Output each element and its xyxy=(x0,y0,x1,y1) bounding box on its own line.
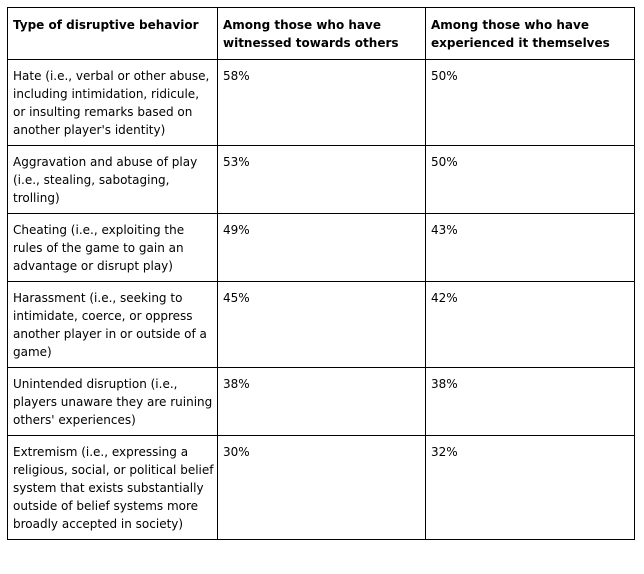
experienced-cell: 38% xyxy=(426,368,635,436)
experienced-cell: 42% xyxy=(426,282,635,368)
witnessed-cell: 49% xyxy=(218,214,426,282)
experienced-cell: 50% xyxy=(426,146,635,214)
behavior-cell: Hate (i.e., verbal or other abuse, including intimidation, ridicule, or insulting remarks based on another player's identity) xyxy=(8,60,218,146)
header-witnessed: Among those who have witnessed towards others xyxy=(218,8,426,60)
witnessed-cell: 30% xyxy=(218,436,426,540)
behavior-cell: Extremism (i.e., expressing a religious, social, or political belief system that exists substantially outside of belief systems more broadly accepted in society) xyxy=(8,436,218,540)
witnessed-cell: 38% xyxy=(218,368,426,436)
header-behavior-type: Type of disruptive behavior xyxy=(8,8,218,60)
header-row xyxy=(8,8,635,60)
behavior-cell: Harassment (i.e., seeking to intimidate, coerce, or oppress another player in or outside of a game) xyxy=(8,282,218,368)
experienced-cell: 32% xyxy=(426,436,635,540)
experienced-cell: 50% xyxy=(426,60,635,146)
table-row xyxy=(8,146,635,214)
header-experienced: Among those who have experienced it themselves xyxy=(426,8,635,60)
witnessed-cell: 45% xyxy=(218,282,426,368)
table-header xyxy=(8,8,635,60)
table-row xyxy=(8,282,635,368)
experienced-cell: 43% xyxy=(426,214,635,282)
table-row xyxy=(8,214,635,282)
table-body xyxy=(8,60,635,540)
witnessed-cell: 58% xyxy=(218,60,426,146)
table-row xyxy=(8,60,635,146)
disruptive-behavior-table xyxy=(7,7,635,540)
table-row xyxy=(8,436,635,540)
witnessed-cell: 53% xyxy=(218,146,426,214)
table-row xyxy=(8,368,635,436)
disruptive-behavior-table-container xyxy=(7,7,635,540)
behavior-cell: Unintended disruption (i.e., players unaware they are ruining others' experiences) xyxy=(8,368,218,436)
behavior-cell: Cheating (i.e., exploiting the rules of the game to gain an advantage or disrupt play) xyxy=(8,214,218,282)
behavior-cell: Aggravation and abuse of play (i.e., stealing, sabotaging, trolling) xyxy=(8,146,218,214)
